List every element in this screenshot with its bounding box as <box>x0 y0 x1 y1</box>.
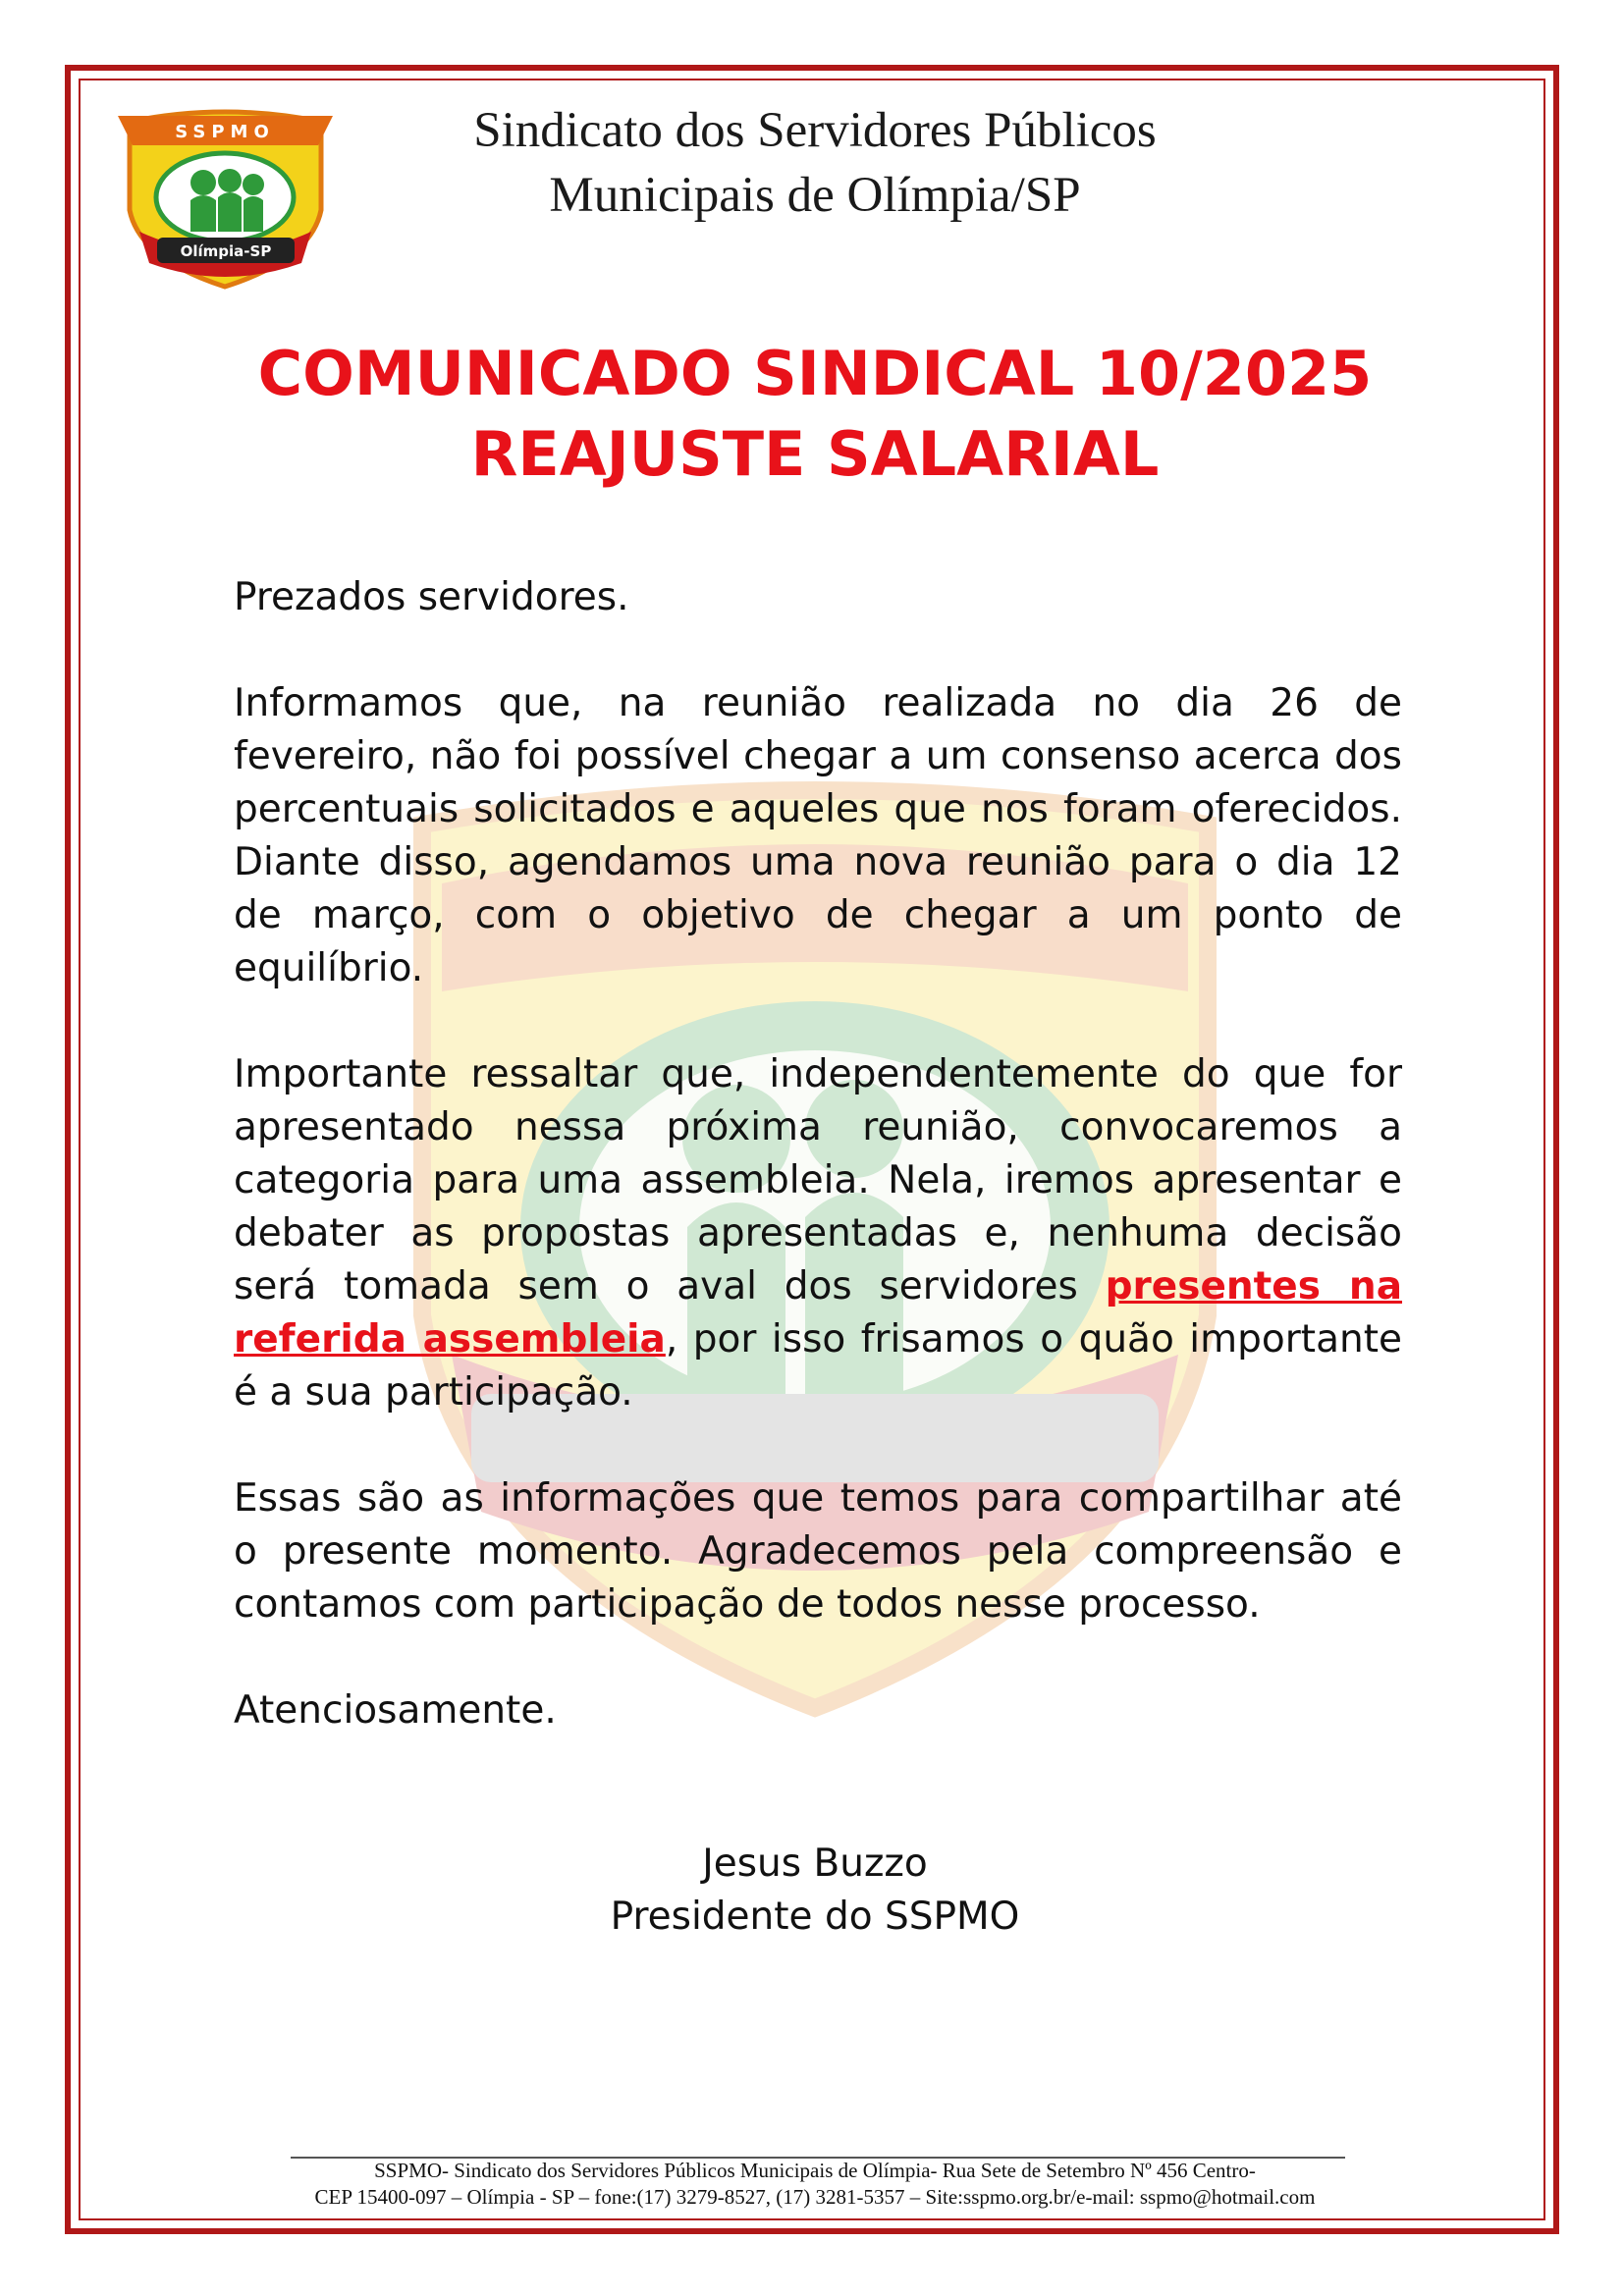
signature-name: Jesus Buzzo <box>702 1842 928 1886</box>
paragraph-2 <box>234 1048 1402 1419</box>
footer <box>196 2158 1434 2211</box>
paragraph-1: Informamos que, na reunião realizada no dia 26 de fevereiro, não foi possível chegar a um consenso acerca dos percentuais solicitados e aqueles que nos foram oferecidos. Diante disso, agendamos uma nova reunião para o dia 12 de março, com o objetivo de chegar a um ponto de equilíbrio. <box>234 681 1402 990</box>
sspmo-logo <box>110 94 341 291</box>
paragraph-2-end: , por isso frisamos o quão importante é a sua participação. <box>234 1317 1402 1415</box>
document-title <box>147 334 1483 495</box>
paragraph-2-start: Importante ressaltar que, independentemente do que for apresentado nessa próxima reunião, convocaremos a categoria para uma assembleia. Nela, iremos apresentar e debater as propostas apresentadas e, nenhuma decisão será tomada sem o aval dos servidores <box>234 1052 1402 1308</box>
signature-block <box>550 1838 1080 1944</box>
logo-text-top: SSPMO <box>175 122 275 142</box>
organization-header <box>373 98 1257 228</box>
footer-line-2: CEP 15400-097 – Olímpia - SP – fone:(17) 3279-8527, (17) 3281-5357 – Site:sspmo.org.br/e-mail: sspmo@hotmail.com <box>314 2185 1316 2209</box>
closing: Atenciosamente. <box>234 1688 557 1733</box>
highlighted-phrase: presentes na referida assembleia <box>234 1264 1403 1362</box>
letter-body <box>234 571 1402 1790</box>
paragraph-3: Essas são as informações que temos para compartilhar até o presente momento. Agradecemos pela compreensão e contamos com participação de todos nesse processo. <box>234 1476 1402 1627</box>
title-line-2: REAJUSTE SALARIAL <box>470 418 1160 490</box>
header-line-1: Sindicato dos Servidores Públicos <box>473 103 1157 158</box>
greeting: Prezados servidores. <box>234 575 629 619</box>
footer-line-1: SSPMO- Sindicato dos Servidores Públicos Municipais de Olímpia- Rua Sete de Setembro Nº 456 Centro- <box>374 2159 1256 2182</box>
header-line-2: Municipais de Olímpia/SP <box>549 168 1081 223</box>
signature-role: Presidente do SSPMO <box>610 1895 1020 1939</box>
logo-text-bottom: Olímpia-SP <box>180 242 272 260</box>
title-line-1: COMUNICADO SINDICAL 10/2025 <box>257 338 1373 409</box>
